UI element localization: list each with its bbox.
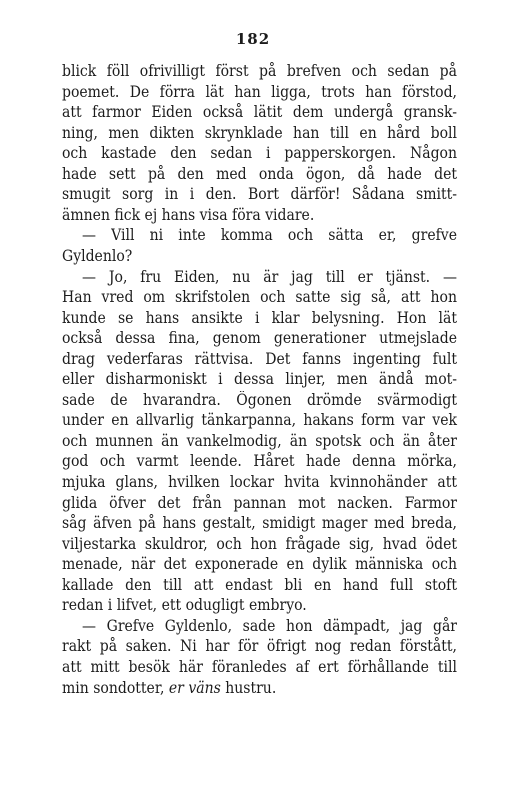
text-line: god och varmt leende. Håret hade denna mörka,: [62, 452, 457, 471]
text-line: — Vill ni inte komma och sätta er, grefve: [82, 226, 457, 245]
text-line: under en allvarlig tänkarpanna, hakans form var vek: [62, 411, 457, 430]
text-line: rakt på saken. Ni har för öfrigt nog redan förstått,: [62, 637, 457, 656]
text-line: blick föll ofrivilligt först på brefven och sedan på: [62, 62, 457, 80]
text-line: poemet. De förra lät han ligga, trots han förstod,: [62, 82, 457, 101]
text-line: och kastade den sedan i papperskorgen. Någon: [62, 144, 457, 163]
italic-phrase: er väns: [168, 678, 221, 697]
text-line: och munnen än vankelmodig, än spotsk och än åter: [62, 431, 457, 450]
text-line: kunde se hans ansikte i klar belysning. Hon lät: [62, 308, 457, 327]
text-line: Han vred om skrifstolen och satte sig så, att hon: [62, 288, 457, 307]
text-line: kallade den till att endast bli en hand full stoft: [62, 575, 457, 594]
text-line: redan i lifvet, ett odugligt embryo.: [62, 596, 307, 615]
text-line: att mitt besök här föranledes af ert förhållande till: [62, 657, 457, 676]
text-line: glida öfver det från pannan mot nacken. Farmor: [62, 493, 457, 512]
text-line: menade, när det exponerade en dylik människa och: [62, 555, 457, 574]
text-line: sade de hvarandra. Ögonen drömde svärmodigt: [62, 390, 457, 409]
text-line: min sondotter, er väns hustru.: [62, 678, 277, 697]
text-line: eller disharmoniskt i dessa linjer, men ändå mot-: [62, 370, 457, 389]
text-line: hade sett på den med onda ögon, då hade det: [62, 164, 457, 183]
text-line: ämnen fick ej hans visa föra vidare.: [62, 205, 315, 224]
text-line: ning, men dikten skrynklade han till en hård boll: [62, 123, 457, 142]
text-line: smugit sorg in i den. Bort därför! Sådana smitt-: [62, 185, 457, 204]
text-line: att farmor Eiden också lätit dem undergå gransk-: [62, 103, 457, 122]
text-line: viljestarka skuldror, och hon frågade sig, hvad ödet: [62, 534, 457, 553]
text-line: såg äfven på hans gestalt, smidigt mager med breda,: [62, 514, 457, 533]
text-line: — Jo, fru Eiden, nu är jag till er tjänst. —: [82, 267, 457, 286]
page-number: 182: [235, 30, 271, 48]
text-line: drag vederfaras rättvisa. Det fanns ingenting fult: [62, 349, 457, 368]
line-tail: hustru.: [220, 678, 277, 697]
text-line: mjuka glans, hvilken lockar hvita kvinnohänder att: [62, 473, 457, 491]
text-line: Gyldenlo?: [62, 246, 133, 265]
text-line: — Grefve Gyldenlo, sade hon dämpadt, jag går: [82, 616, 457, 635]
text-line: också dessa fina, genom generationer utmejslade: [62, 329, 457, 348]
